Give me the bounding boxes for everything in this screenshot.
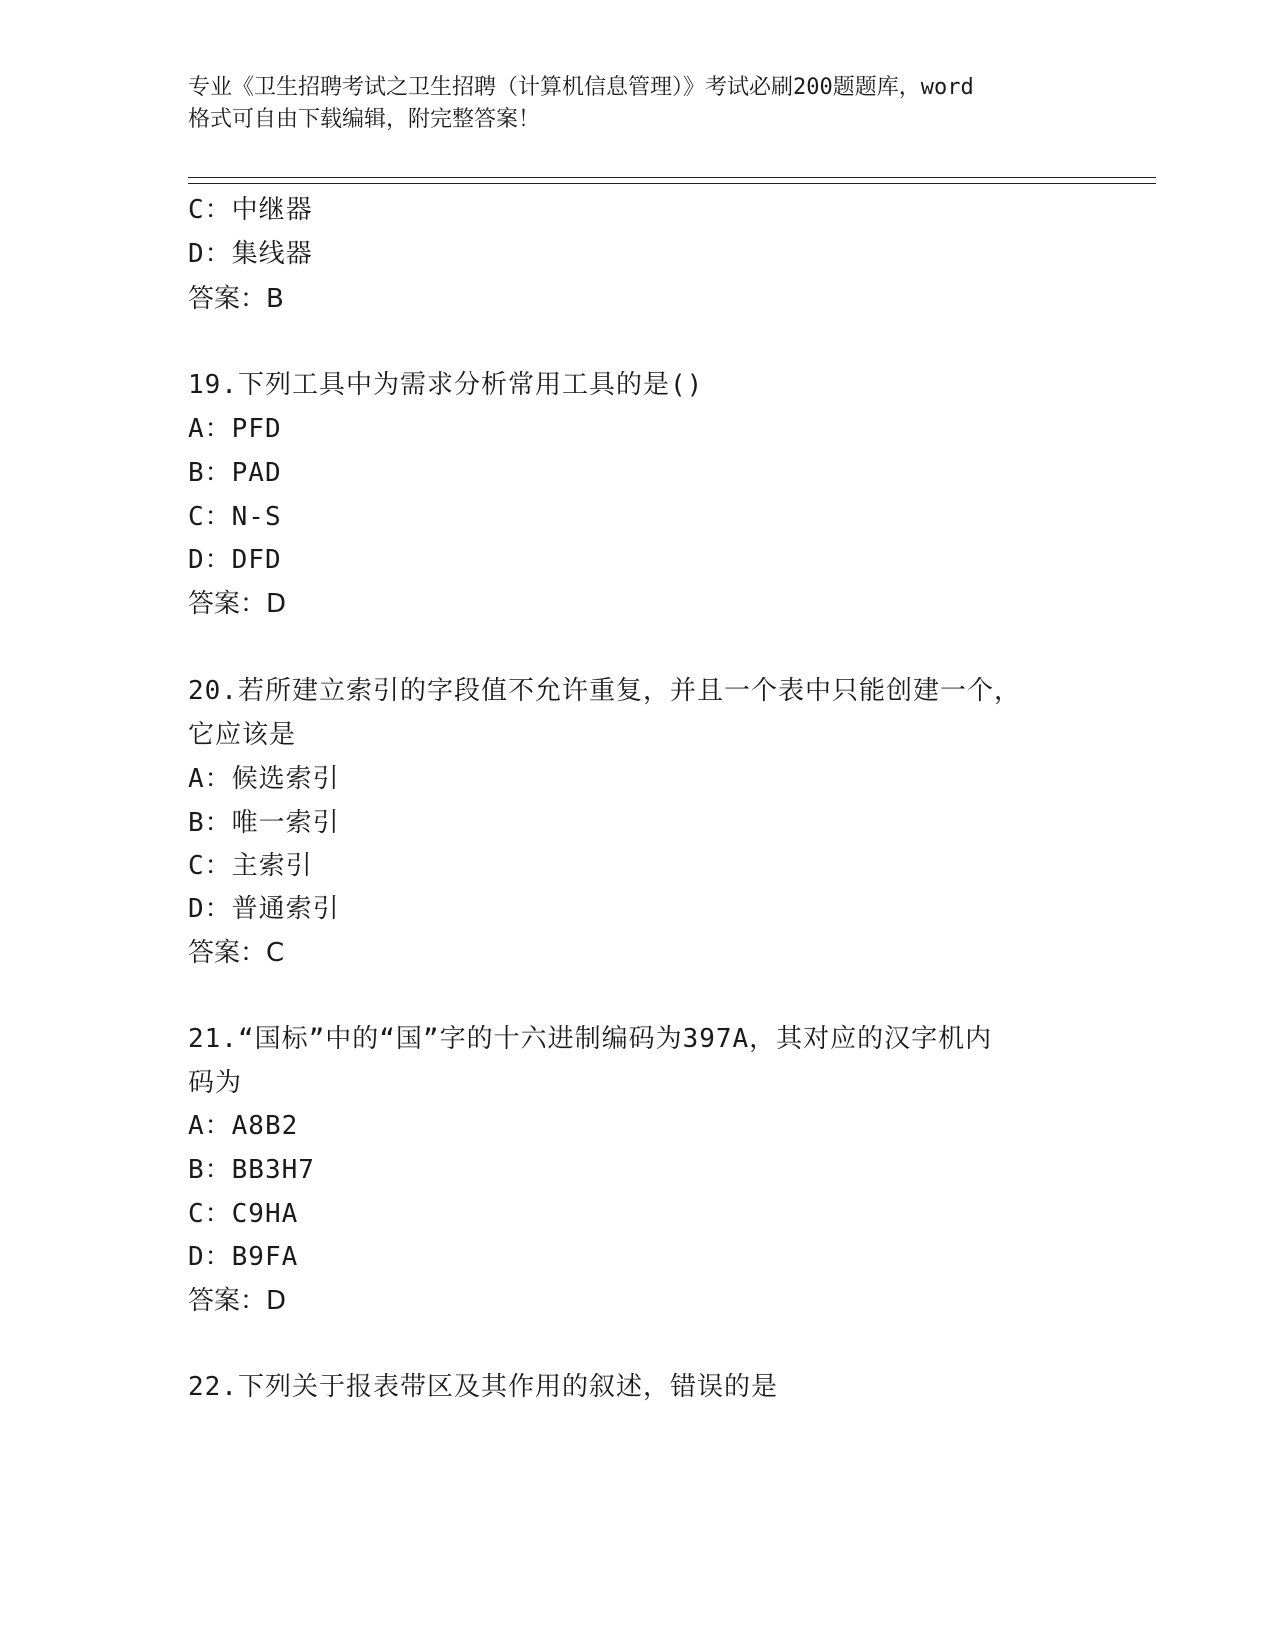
- header-divider-bottom: [188, 183, 1156, 184]
- q19-option-d: D：DFD: [188, 545, 282, 575]
- q20-option-c: C：主索引: [188, 851, 313, 881]
- header-line-1: 专业《卫生招聘考试之卫生招聘（计算机信息管理）》考试必刷200题题库，word: [188, 75, 974, 100]
- q19-answer: 答案：D: [188, 589, 287, 619]
- q21-option-b: B：BB3H7: [188, 1155, 315, 1185]
- q19-option-b: B：PAD: [188, 458, 282, 488]
- q18-answer: 答案：B: [188, 284, 284, 314]
- q19-option-a: A：PFD: [188, 414, 282, 444]
- header-divider-top: [188, 177, 1156, 178]
- q21-option-d: D：B9FA: [188, 1242, 299, 1272]
- q21-stem-line-1: 21.“国标”中的“国”字的十六进制编码为397A，其对应的汉字机内: [188, 1024, 993, 1054]
- q20-stem-line-1: 20.若所建立索引的字段值不允许重复，并且一个表中只能创建一个，: [188, 676, 1021, 706]
- q20-option-b: B：唯一索引: [188, 808, 340, 838]
- q21-answer: 答案：D: [188, 1286, 287, 1316]
- q18-option-d: D：集线器: [188, 239, 313, 269]
- q20-answer: 答案：C: [188, 938, 285, 968]
- q19-stem: 19.下列工具中为需求分析常用工具的是(): [188, 370, 704, 400]
- header-line-2: 格式可自由下载编辑，附完整答案！: [188, 107, 541, 132]
- q21-option-c: C：C9HA: [188, 1199, 299, 1229]
- q20-stem-line-2: 它应该是: [188, 720, 297, 750]
- q21-option-a: A：A8B2: [188, 1111, 299, 1141]
- q20-option-a: A：候选索引: [188, 764, 340, 794]
- q20-option-d: D：普通索引: [188, 894, 340, 924]
- q21-stem-line-2: 码为: [188, 1068, 243, 1098]
- q22-stem: 22.下列关于报表带区及其作用的叙述，错误的是: [188, 1372, 778, 1402]
- q18-option-c: C：中继器: [188, 195, 313, 225]
- q19-option-c: C：N-S: [188, 502, 282, 532]
- document-header: [188, 72, 1088, 136]
